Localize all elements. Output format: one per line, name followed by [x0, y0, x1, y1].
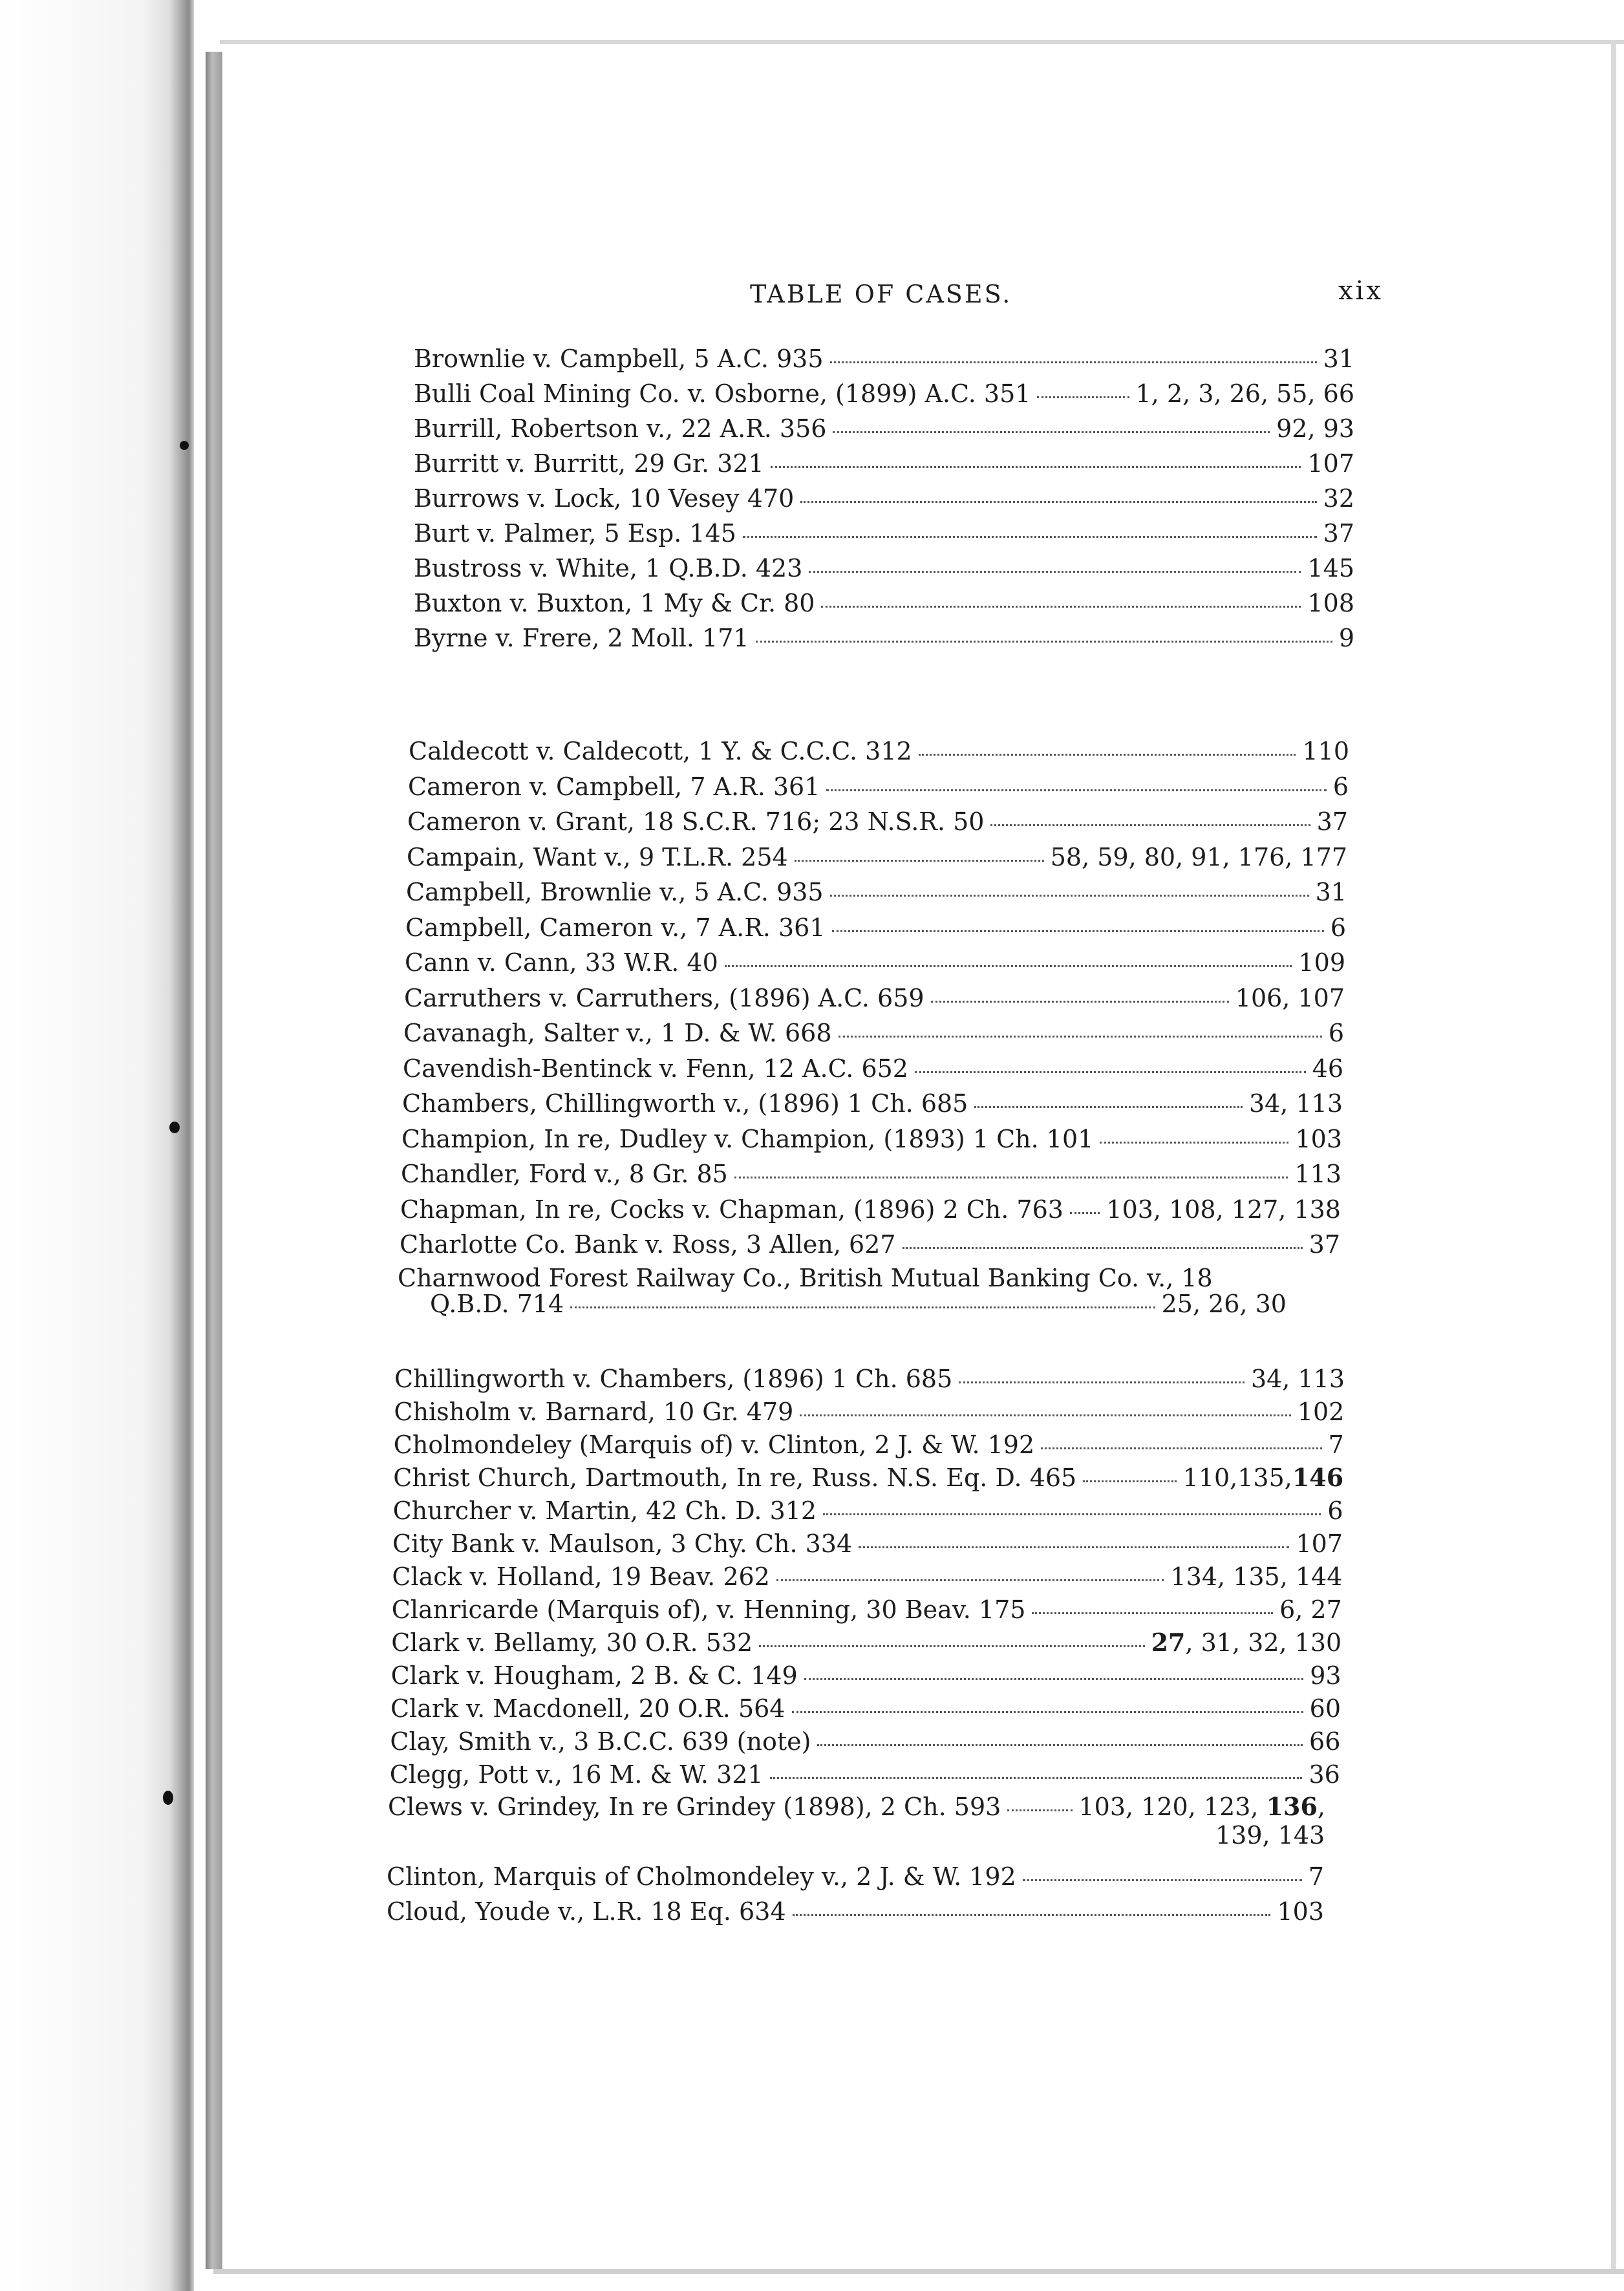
list-item — [388, 1789, 1325, 1824]
dot-leader — [826, 789, 1326, 791]
entry-text: Burt v. Palmer, 5 Esp. 145 — [414, 519, 736, 548]
dot-leader — [1007, 1809, 1072, 1811]
entry-pages: 6 — [1328, 1019, 1344, 1047]
entry-pages: 6, 27 — [1279, 1595, 1342, 1624]
dot-leader — [919, 754, 1296, 756]
list-item — [391, 1625, 1341, 1660]
list-item — [401, 1122, 1342, 1156]
entry-pages: 103, 108, 127, 138 — [1106, 1195, 1341, 1224]
dot-leader — [800, 1414, 1291, 1416]
list-item — [391, 1658, 1341, 1693]
entry-pages: 7 — [1308, 1862, 1324, 1891]
entry-pages: 145 — [1307, 554, 1354, 582]
entry-text: Brownlie v. Campbell, 5 A.C. 935 — [414, 345, 824, 373]
punch-mark — [169, 1122, 180, 1133]
dot-leader — [833, 431, 1270, 433]
entry-pages: 113 — [1294, 1160, 1341, 1188]
entry-text: Cholmondeley (Marquis of) v. Clinton, 2 J. & W. 192 — [393, 1431, 1035, 1459]
entry-pages-continued: 139, 143 — [1215, 1821, 1325, 1849]
list-item — [392, 1526, 1343, 1561]
page-edge — [213, 2269, 1624, 2274]
list-item — [394, 1361, 1345, 1396]
list-item — [414, 446, 1354, 481]
page-number: xix — [1338, 276, 1384, 306]
list-item — [401, 1156, 1341, 1191]
entry-continuation — [430, 1286, 1287, 1321]
list-item — [403, 1051, 1343, 1086]
dot-leader — [804, 1678, 1304, 1680]
list-item — [393, 1493, 1343, 1528]
list-item — [414, 551, 1354, 586]
dot-leader — [725, 965, 1292, 967]
dot-leader — [839, 1036, 1322, 1038]
entry-pages: 134, 135, 144 — [1170, 1562, 1343, 1591]
entry-pages: 92, 93 — [1276, 414, 1354, 443]
entry-text: Bulli Coal Mining Co. v. Osborne, (1899) A.C. 351 — [414, 379, 1031, 408]
page-header — [388, 275, 1384, 320]
entry-pages: 37 — [1323, 519, 1354, 548]
entry-text: Charlotte Co. Bank v. Ross, 3 Allen, 627 — [400, 1230, 896, 1259]
entry-text: Chapman, In re, Cocks v. Chapman, (1896) 2 Ch. 763 — [400, 1195, 1063, 1224]
entry-text: Carruthers v. Carruthers, (1896) A.C. 659 — [404, 983, 924, 1012]
entry-text: Clark v. Hougham, 2 B. & C. 149 — [390, 1661, 798, 1690]
dot-leader — [1037, 396, 1129, 398]
list-item — [414, 586, 1354, 621]
list-item — [414, 411, 1354, 446]
list-item — [414, 376, 1354, 411]
entry-text: Clanricarde (Marquis of), v. Henning, 30 Beav. 175 — [391, 1595, 1026, 1624]
page-edge — [220, 40, 1624, 44]
entry-pages: 37 — [1309, 1230, 1340, 1259]
dot-leader — [734, 1177, 1288, 1178]
entry-text: Chambers, Chillingworth v., (1896) 1 Ch. 685 — [402, 1089, 968, 1118]
entry-pages: 108 — [1307, 589, 1354, 617]
dot-leader — [770, 1777, 1303, 1779]
entry-pages: 1, 2, 3, 26, 55, 66 — [1135, 379, 1354, 408]
list-item — [403, 1016, 1344, 1050]
entry-pages: 107 — [1307, 449, 1354, 478]
dot-leader — [859, 1546, 1289, 1548]
entry-pages: 66 — [1309, 1727, 1341, 1756]
entry-text: Clark v. Bellamy, 30 O.R. 532 — [391, 1628, 753, 1657]
punch-mark — [163, 1791, 173, 1805]
dot-leader — [830, 361, 1317, 363]
dot-leader — [903, 1247, 1303, 1249]
entry-pages: 109 — [1298, 948, 1345, 977]
entry-pages: 31 — [1323, 345, 1354, 373]
dot-leader — [1023, 1879, 1302, 1881]
dot-leader — [1070, 1212, 1100, 1214]
list-item — [394, 1394, 1344, 1429]
list-item — [400, 1192, 1341, 1227]
dot-leader — [759, 1645, 1144, 1647]
dot-leader — [793, 1914, 1271, 1916]
entry-text: Clegg, Pott v., 16 M. & W. 321 — [389, 1760, 764, 1789]
entry-text: Clinton, Marquis of Cholmondeley v., 2 J. & W. 192 — [387, 1862, 1016, 1891]
entry-text: Q.B.D. 714 — [430, 1290, 564, 1318]
entry-text: Cameron v. Campbell, 7 A.R. 361 — [408, 772, 820, 801]
entry-pages: 34, 113 — [1250, 1365, 1345, 1393]
entry-text: Campbell, Cameron v., 7 A.R. 361 — [405, 913, 826, 942]
dot-leader — [792, 1711, 1303, 1713]
entry-text: Chandler, Ford v., 8 Gr. 85 — [401, 1160, 728, 1188]
dot-leader — [809, 571, 1301, 573]
list-item — [394, 1427, 1344, 1462]
entry-pages: 31 — [1315, 878, 1347, 906]
page-edge — [1611, 40, 1616, 2274]
list-item — [404, 981, 1345, 1016]
list-item — [405, 945, 1345, 980]
list-item — [387, 1859, 1324, 1894]
entry-text: Byrne v. Frere, 2 Moll. 171 — [414, 624, 749, 652]
list-item — [408, 769, 1349, 804]
list-item — [406, 875, 1347, 910]
list-item — [402, 1086, 1343, 1121]
entry-text: Charnwood Forest Railway Co., British Mutual Banking Co. v., 18 — [398, 1264, 1213, 1292]
list-item — [390, 1691, 1341, 1726]
entry-pages: 103 — [1295, 1124, 1342, 1153]
list-item — [393, 1460, 1343, 1495]
entry-text: Clay, Smith v., 3 B.C.C. 639 (note) — [390, 1727, 811, 1756]
entry-pages: 46 — [1312, 1054, 1343, 1083]
entry-pages: 6 — [1327, 1497, 1343, 1525]
entry-text: Christ Church, Dartmouth, In re, Russ. N.S. Eq. D. 465 — [393, 1464, 1077, 1492]
dot-leader — [771, 466, 1301, 468]
entry-text: Burritt v. Burritt, 29 Gr. 321 — [414, 449, 764, 478]
entry-text: City Bank v. Maulson, 3 Chy. Ch. 334 — [392, 1529, 853, 1558]
dot-leader — [817, 1744, 1303, 1746]
dot-leader — [832, 930, 1324, 932]
entry-text: Campbell, Brownlie v., 5 A.C. 935 — [406, 878, 824, 906]
dot-leader — [1041, 1447, 1321, 1449]
binding-edge — [206, 52, 222, 2269]
list-item — [400, 1227, 1340, 1262]
entry-text: Caldecott v. Caldecott, 1 Y. & C.C.C. 312 — [409, 737, 912, 765]
entry-text: Cavendish-Bentinck v. Fenn, 12 A.C. 652 — [403, 1054, 908, 1083]
entry-text: Chillingworth v. Chambers, (1896) 1 Ch. 685 — [394, 1365, 953, 1393]
entry-text: Burrows v. Lock, 10 Vesey 470 — [414, 484, 795, 513]
entry-pages: 25, 26, 30 — [1161, 1290, 1287, 1318]
dot-leader — [990, 824, 1310, 826]
entry-pages: 110 — [1302, 737, 1349, 765]
dot-leader — [1083, 1480, 1176, 1482]
list-item — [414, 341, 1354, 376]
list-item — [392, 1559, 1342, 1594]
dot-leader — [1032, 1612, 1273, 1614]
dot-leader — [743, 536, 1317, 538]
entry-text: Campain, Want v., 9 T.L.R. 254 — [407, 842, 788, 871]
entry-text: Clews v. Grindey, In re Grindey (1898), 2 Ch. 593 — [388, 1793, 1001, 1821]
running-title: TABLE OF CASES. — [750, 280, 1012, 308]
dot-leader — [823, 1513, 1321, 1515]
entry-pages: 7 — [1328, 1431, 1344, 1459]
entry-pages: 110,135,146 — [1182, 1463, 1344, 1492]
entry-pages: 103 — [1277, 1897, 1324, 1926]
entry-text: Cameron v. Grant, 18 S.C.R. 716; 23 N.S.R. 50 — [407, 807, 985, 836]
entry-pages: 6 — [1330, 913, 1346, 942]
list-item — [392, 1592, 1342, 1627]
punch-mark — [180, 441, 189, 450]
entry-text: Churcher v. Martin, 42 Ch. D. 312 — [392, 1497, 817, 1525]
list-item — [409, 734, 1349, 769]
list-item — [405, 910, 1346, 945]
entry-pages: 103, 120, 123, 136, — [1078, 1792, 1325, 1821]
dot-leader — [800, 501, 1316, 503]
entry-pages: 9 — [1338, 624, 1354, 652]
entry-text: Clack v. Holland, 19 Beav. 262 — [392, 1562, 770, 1591]
dot-leader — [776, 1579, 1164, 1581]
entry-pages: 58, 59, 80, 91, 176, 177 — [1050, 842, 1347, 871]
entry-text: Cloud, Youde v., L.R. 18 Eq. 634 — [387, 1897, 786, 1926]
entry-text: Bustross v. White, 1 Q.B.D. 423 — [414, 554, 803, 582]
entry-pages: 93 — [1310, 1661, 1341, 1690]
entry-pages: 6 — [1332, 772, 1349, 801]
list-item — [414, 516, 1354, 551]
dot-leader — [570, 1306, 1155, 1308]
entry-pages: 34, 113 — [1248, 1089, 1343, 1118]
entry-pages: 36 — [1309, 1760, 1340, 1789]
entry-pages: 102 — [1297, 1398, 1345, 1426]
entry-text: Buxton v. Buxton, 1 My & Cr. 80 — [414, 589, 815, 617]
list-item — [414, 481, 1354, 516]
binding-shadow — [0, 0, 194, 2291]
entry-text: Clark v. Macdonell, 20 O.R. 564 — [390, 1694, 785, 1723]
entry-text: Champion, In re, Dudley v. Champion, (1893) 1 Ch. 101 — [401, 1124, 1094, 1153]
list-item — [414, 621, 1354, 655]
entry-pages: 106, 107 — [1235, 983, 1345, 1012]
dot-leader — [756, 641, 1332, 643]
dot-leader — [915, 1071, 1306, 1073]
entry-pages: 27, 31, 32, 130 — [1151, 1628, 1342, 1657]
list-item — [407, 804, 1348, 839]
dot-leader — [974, 1106, 1243, 1108]
entry-pages: 107 — [1296, 1529, 1343, 1558]
dot-leader — [821, 606, 1301, 608]
entry-text: Chisholm v. Barnard, 10 Gr. 479 — [394, 1398, 794, 1426]
dot-leader — [830, 895, 1309, 897]
entry-pages: 32 — [1323, 484, 1354, 513]
dot-leader — [959, 1381, 1245, 1383]
entry-text: Cavanagh, Salter v., 1 D. & W. 668 — [403, 1019, 832, 1047]
entry-pages: 37 — [1316, 807, 1348, 836]
entry-text: Burrill, Robertson v., 22 A.R. 356 — [414, 414, 827, 443]
dot-leader — [1100, 1142, 1288, 1144]
dot-leader — [795, 860, 1044, 862]
list-item — [390, 1757, 1340, 1792]
list-item — [407, 840, 1347, 875]
dot-leader — [931, 1001, 1229, 1003]
list-item — [387, 1894, 1324, 1929]
entry-pages: 60 — [1309, 1694, 1341, 1723]
list-item — [390, 1724, 1340, 1759]
entry-text: Cann v. Cann, 33 W.R. 40 — [405, 948, 718, 977]
